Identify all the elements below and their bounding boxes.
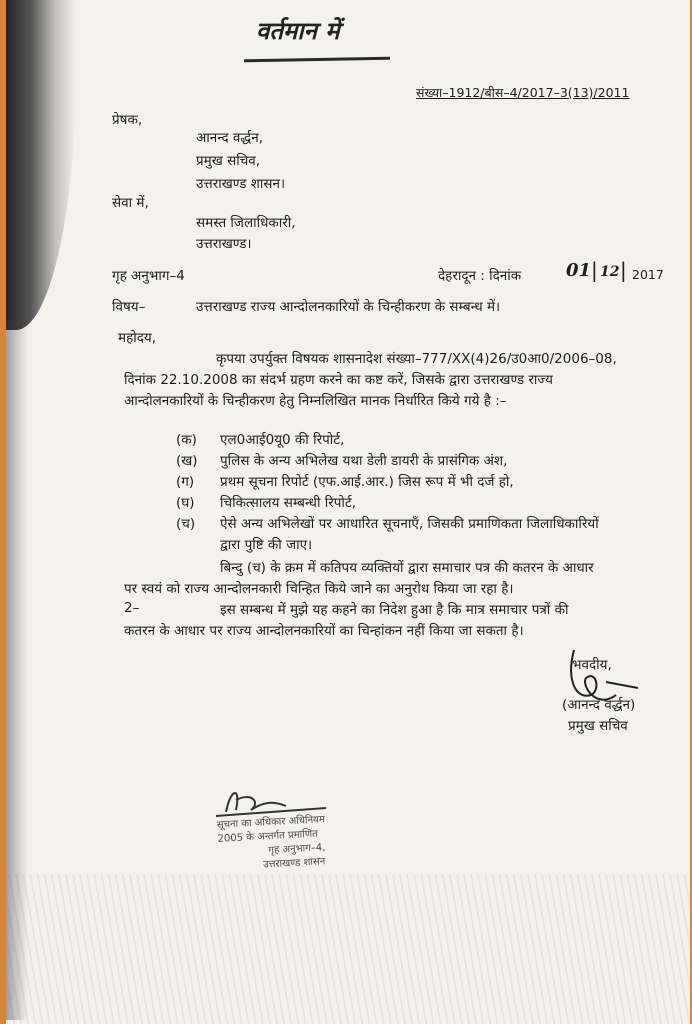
office-stamp-line2: 2005 के अन्तर्गत प्रमाणित — [217, 828, 319, 845]
sender-designation: प्रमुख सचिव, — [196, 153, 261, 169]
sender-name: आनन्द वर्द्धन, — [196, 130, 263, 146]
list-item-label: (घ) — [176, 495, 195, 511]
heading-underline — [244, 57, 390, 63]
reference-number: संख्या–1912/बीस–4/2017–3(13)/2011 — [416, 85, 630, 100]
heading-stamp: वर्तमान में — [256, 16, 340, 45]
office-stamp-line1: सूचना का अधिकार अधिनियम — [216, 814, 326, 831]
office-stamp-line4: उत्तराखण्ड शासन — [262, 856, 326, 871]
recipient-line1: समस्त जिलाधिकारी, — [196, 215, 296, 231]
date-day: 01 — [566, 260, 592, 281]
list-item-continuation: द्वारा पुष्टि की जाए। — [220, 537, 313, 553]
subject-text: उत्तराखण्ड राज्य आन्दोलनकारियों के चिन्हीकरण के सम्बन्ध में। — [196, 299, 501, 315]
closing-yours: भवदीय, — [572, 657, 612, 673]
list-item-label: (ग) — [176, 474, 195, 490]
para1-line3: आन्दोलनकारियों के चिन्हीकरण हेतु निम्नलिखित मानक निर्धारित किये गये है :– — [124, 393, 507, 409]
scan-noise — [6, 874, 690, 1024]
para2-line2: पर स्वयं को राज्य आन्दोलनकारी चिन्हित किये जाने का अनुरोध किया जा रहा है। — [124, 581, 514, 597]
list-item-text: एल0आई0यू0 की रिपोर्ट, — [220, 432, 345, 448]
para1-line1: कृपया उपर्युक्त विषयक शासनादेश संख्या–777/XX(4)26/उ0आ0/2006–08, — [216, 351, 617, 367]
date-month: 12 — [600, 264, 620, 280]
date-separator-2: | — [620, 258, 627, 282]
from-label: प्रेषक, — [112, 112, 143, 128]
para2-line1: बिन्दु (च) के क्रम में कतिपय व्यक्तियों द्वारा समाचार पत्र की कतरन के आधार — [220, 560, 594, 576]
para3-line2: कतरन के आधार पर राज्य आन्दोलनकारियों का चिन्हांकन नहीं किया जा सकता है। — [124, 623, 524, 639]
list-item-label: (ख) — [176, 453, 198, 469]
office-stamp — [217, 813, 328, 875]
list-item-text: ऐसे अन्य अभिलेखों पर आधारित सूचनाएँ, जिसकी प्रमाणिकता जिलाधिकारियों — [220, 516, 599, 532]
list-item-text: पुलिस के अन्य अभिलेख यथा डेली डायरी के प्रासंगिक अंश, — [220, 453, 508, 469]
closing-name: (आनन्द वर्द्धन) — [562, 697, 636, 713]
scan-shadow — [6, 0, 76, 330]
subject-label: विषय– — [112, 299, 146, 315]
recipient-line2: उत्तराखण्ड। — [196, 236, 252, 252]
sender-office: उत्तराखण्ड शासन। — [196, 176, 286, 192]
office-stamp-line3: गृह अनुभाग–4, — [268, 842, 326, 857]
document-page — [6, 0, 690, 1024]
date-separator-1: | — [591, 258, 598, 282]
date-year: 2017 — [632, 267, 664, 282]
para1-line2: दिनांक 22.10.2008 का संदर्भ ग्रहण करने का कष्ट करें, जिसके द्वारा उत्तराखण्ड राज्य — [124, 372, 553, 388]
closing-designation: प्रमुख सचिव — [568, 718, 628, 734]
to-label: सेवा में, — [112, 195, 149, 211]
list-item-label: (क) — [176, 432, 197, 448]
para3-number: 2– — [124, 600, 140, 616]
section-label: गृह अनुभाग–4 — [112, 268, 185, 284]
place-date-label: देहरादून : दिनांक — [438, 268, 522, 284]
salutation: महोदय, — [118, 330, 157, 346]
list-item-label: (च) — [176, 516, 196, 532]
list-item-text: चिकित्सालय सम्बन्धी रिपोर्ट, — [220, 495, 357, 511]
list-item-text: प्रथम सूचना रिपोर्ट (एफ.आई.आर.) जिस रूप में भी दर्ज हो, — [220, 474, 514, 490]
para3-line1: इस सम्बन्ध में मुझे यह कहने का निदेश हुआ है कि मात्र समाचार पत्रों की — [220, 602, 569, 618]
